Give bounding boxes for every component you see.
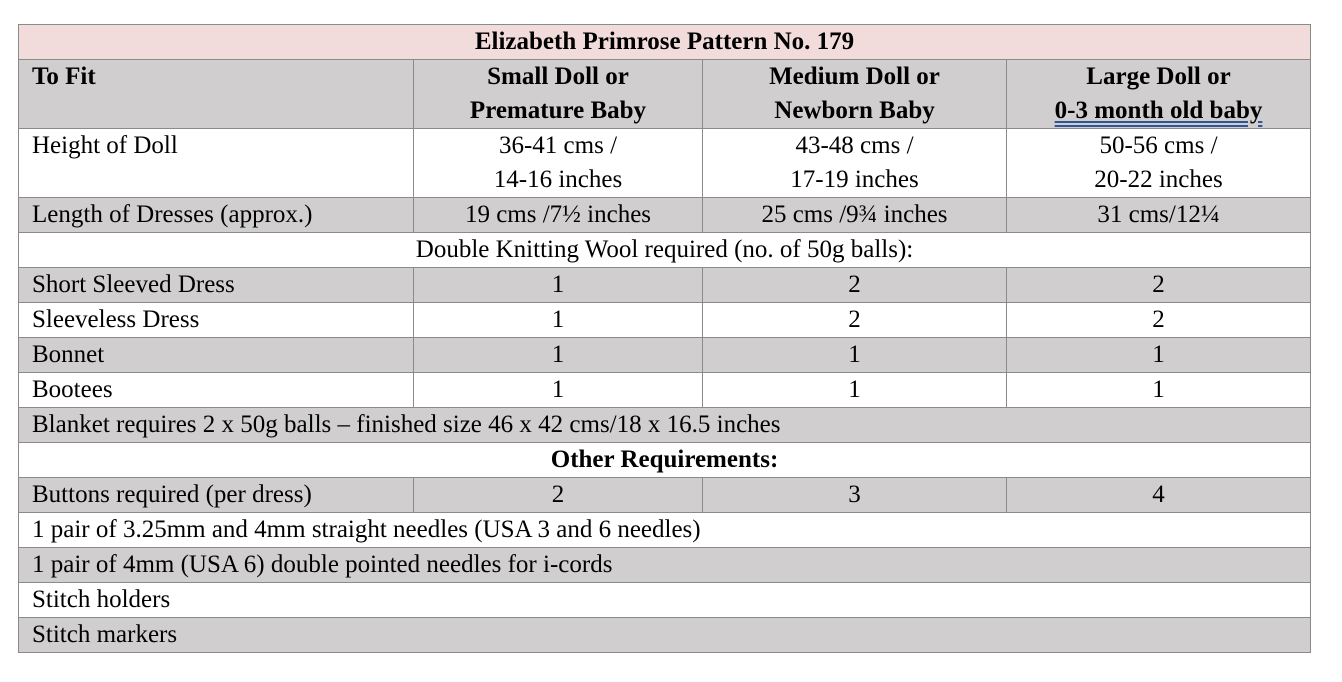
size-medium-header (703, 60, 1007, 129)
wool-row-medium: 1 (703, 338, 1007, 373)
size-medium-line-2: Newborn Baby (774, 97, 935, 124)
other-heading-row (19, 443, 1311, 478)
length-label: Length of Dresses (approx.) (19, 198, 414, 233)
height-label: Height of Doll (19, 129, 414, 198)
height-small-cms: 36-41 cms / (498, 132, 618, 159)
wool-row-large: 2 (1007, 303, 1311, 338)
size-large-line-1: Large Doll or (1086, 63, 1231, 90)
wool-row-label: Sleeveless Dress (19, 303, 414, 338)
wool-heading: Double Knitting Wool required (no. of 50g balls): (19, 233, 1311, 268)
extra-item: 1 pair of 3.25mm and 4mm straight needles (USA 3 and 6 needles) (19, 513, 1311, 548)
height-medium (703, 129, 1007, 198)
height-medium-inches: 17-19 inches (790, 166, 919, 193)
height-small-inches: 14-16 inches (493, 166, 623, 193)
wool-row-medium: 2 (703, 303, 1007, 338)
wool-row-large: 1 (1007, 373, 1311, 408)
size-header-row (19, 60, 1311, 129)
length-large: 31 cms/12¼ (1007, 198, 1311, 233)
wool-row-label: Bonnet (19, 338, 414, 373)
length-medium: 25 cms /9¾ inches (703, 198, 1007, 233)
size-medium-line-1: Medium Doll or (769, 63, 940, 90)
wool-row-label: Bootees (19, 373, 414, 408)
requirements-table (18, 24, 1311, 653)
height-row (19, 129, 1311, 198)
pattern-requirements-sheet (18, 24, 1310, 653)
buttons-label: Buttons required (per dress) (19, 478, 414, 513)
wool-row-large: 2 (1007, 268, 1311, 303)
size-large-line-2-text: 0-3 month old baby (1054, 97, 1263, 124)
height-large (1007, 129, 1311, 198)
wool-row (19, 338, 1311, 373)
height-medium-cms: 43-48 cms / (795, 132, 914, 159)
height-large-cms: 50-56 cms / (1099, 132, 1218, 159)
extra-row (19, 513, 1311, 548)
length-small: 19 cms /7½ inches (414, 198, 703, 233)
buttons-medium: 3 (703, 478, 1007, 513)
size-small-line-1: Small Doll or (487, 63, 629, 90)
size-large-header (1007, 60, 1311, 129)
extra-row (19, 583, 1311, 618)
height-small (414, 129, 703, 198)
size-large-line-2 (1007, 94, 1310, 128)
extra-item: Stitch holders (19, 583, 1311, 618)
wool-heading-row (19, 233, 1311, 268)
wool-row (19, 373, 1311, 408)
extra-row (19, 548, 1311, 583)
extra-row (19, 618, 1311, 653)
wool-row-medium: 1 (703, 373, 1007, 408)
extra-item: Stitch markers (19, 618, 1311, 653)
height-large-inches: 20-22 inches (1094, 166, 1223, 193)
extra-item: 1 pair of 4mm (USA 6) double pointed needles for i-cords (19, 548, 1311, 583)
buttons-large: 4 (1007, 478, 1311, 513)
size-small-line-2: Premature Baby (469, 97, 647, 124)
wool-row-small: 1 (414, 373, 703, 408)
blanket-note: Blanket requires 2 x 50g balls – finished size 46 x 42 cms/18 x 16.5 inches (19, 408, 1311, 443)
length-row (19, 198, 1311, 233)
buttons-row (19, 478, 1311, 513)
wool-row-small: 1 (414, 268, 703, 303)
wool-row (19, 268, 1311, 303)
wool-row-medium: 2 (703, 268, 1007, 303)
blanket-row (19, 408, 1311, 443)
wool-row-label: Short Sleeved Dress (19, 268, 414, 303)
other-heading: Other Requirements: (19, 443, 1311, 478)
wool-row (19, 303, 1311, 338)
pattern-title: Elizabeth Primrose Pattern No. 179 (19, 25, 1311, 60)
wool-row-small: 1 (414, 338, 703, 373)
wool-row-large: 1 (1007, 338, 1311, 373)
title-row (19, 25, 1311, 60)
wool-row-small: 1 (414, 303, 703, 338)
size-small-header (414, 60, 703, 129)
to-fit-label: To Fit (19, 60, 414, 129)
buttons-small: 2 (414, 478, 703, 513)
